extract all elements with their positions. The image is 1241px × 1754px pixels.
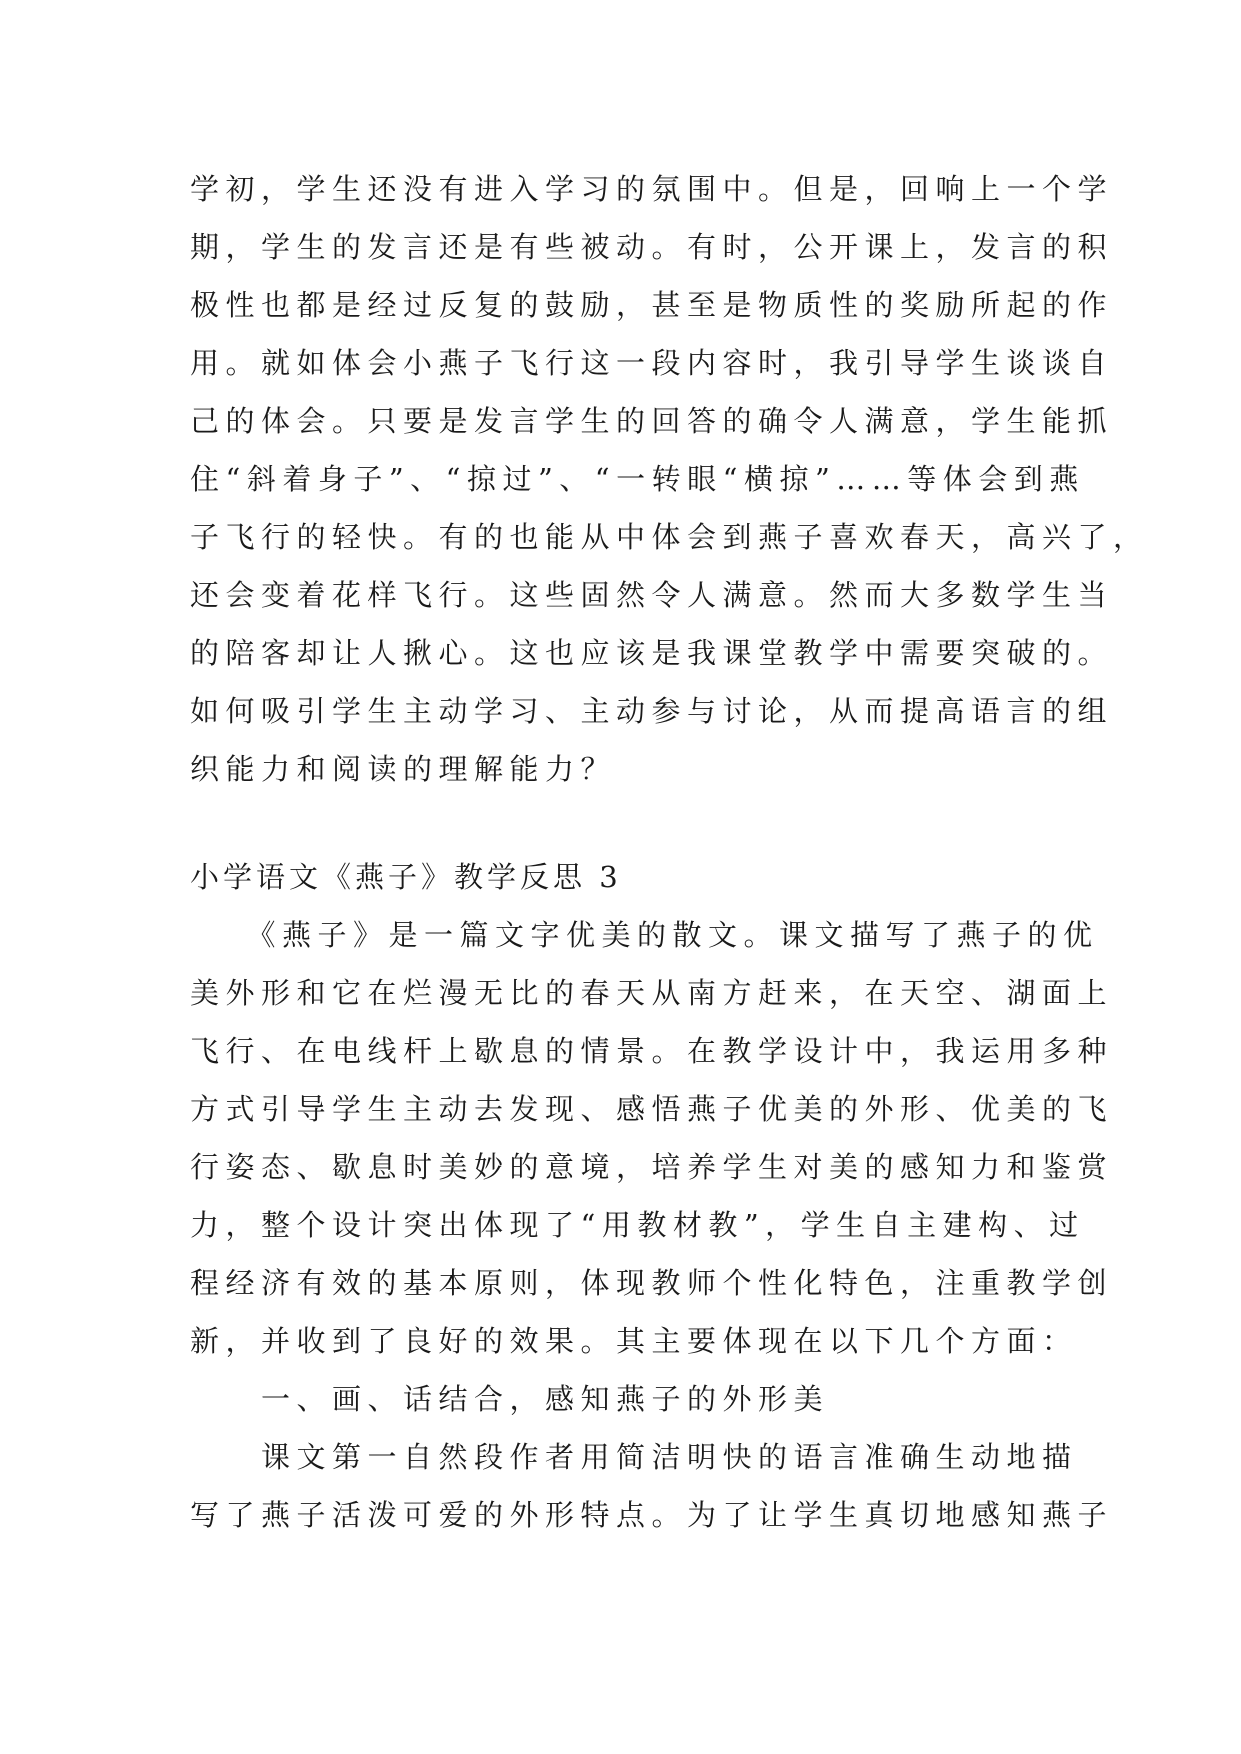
text-line: 力，整个设计突出体现了“用教材教”，学生自主建构、过 <box>190 1208 1085 1242</box>
text-line: 写了燕子活泼可爱的外形特点。为了让学生真切地感知燕子 <box>190 1498 1114 1532</box>
text-line: 期，学生的发言还是有些被动。有时，公开课上，发言的积 <box>190 230 1114 264</box>
text-line: 还会变着花样飞行。这些固然令人满意。然而大多数学生当 <box>190 578 1114 612</box>
paragraph-continued <box>190 160 1149 798</box>
text-line: 己的体会。只要是发言学生的回答的确令人满意，学生能抓 <box>190 404 1114 438</box>
text-line: 极性也都是经过反复的鼓励，甚至是物质性的奖励所起的作 <box>190 288 1114 322</box>
section-title: 小学语文《燕子》教学反思 3 <box>190 860 622 894</box>
subheading-line: 一、画、话结合，感知燕子的外形美 <box>190 1382 830 1416</box>
text-line: 新，并收到了良好的效果。其主要体现在以下几个方面： <box>190 1324 1078 1358</box>
text-line: 飞行、在电线杆上歇息的情景。在教学设计中，我运用多种 <box>190 1034 1114 1068</box>
text-line: 《燕子》是一篇文字优美的散文。课文描写了燕子的优 <box>190 918 1099 952</box>
text-line: 的陪客却让人揪心。这也应该是我课堂教学中需要突破的。 <box>190 636 1114 670</box>
text-line: 美外形和它在烂漫无比的春天从南方赶来，在天空、湖面上 <box>190 976 1114 1010</box>
text-line: 如何吸引学生主动学习、主动参与讨论，从而提高语言的组 <box>190 694 1114 728</box>
text-line: 织能力和阅读的理解能力？ <box>190 752 617 786</box>
text-line: 课文第一自然段作者用简洁明快的语言准确生动地描 <box>190 1440 1078 1474</box>
text-line: 学初，学生还没有进入学习的氛围中。但是，回响上一个学 <box>190 172 1114 206</box>
text-line: 住“斜着身子”、“掠过”、“一转眼“横掠”……等体会到燕 <box>190 462 1085 496</box>
text-line: 行姿态、歇息时美妙的意境，培养学生对美的感知力和鉴赏 <box>190 1150 1114 1184</box>
section-body <box>190 906 1114 1544</box>
text-line: 方式引导学生主动去发现、感悟燕子优美的外形、优美的飞 <box>190 1092 1114 1126</box>
text-line: 程经济有效的基本原则，体现教师个性化特色，注重教学创 <box>190 1266 1114 1300</box>
text-line: 用。就如体会小燕子飞行这一段内容时，我引导学生谈谈自 <box>190 346 1114 380</box>
text-line: 子飞行的轻快。有的也能从中体会到燕子喜欢春天，高兴了， <box>190 520 1149 554</box>
